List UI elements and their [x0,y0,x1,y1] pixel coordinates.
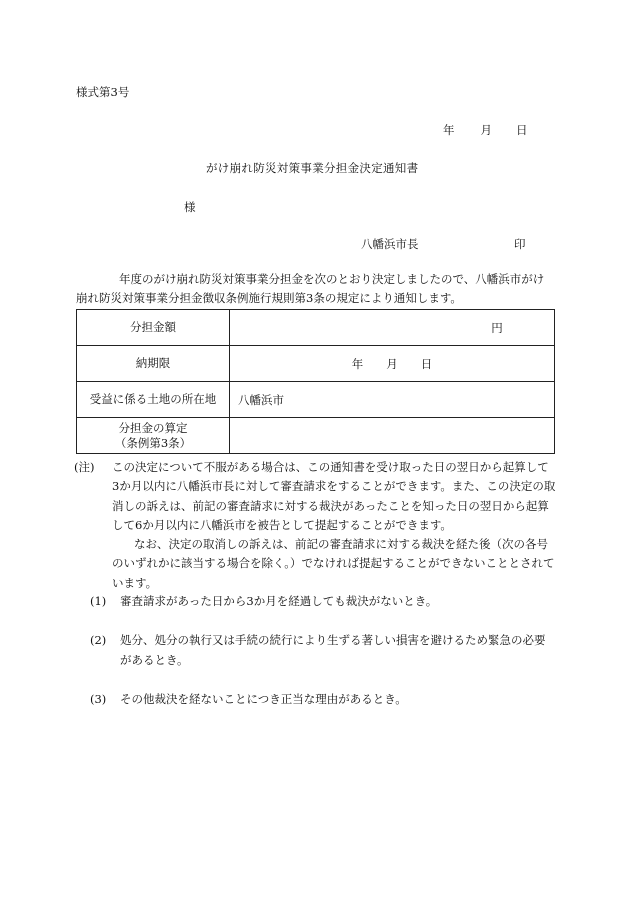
table-row [77,382,555,418]
list-item [90,690,556,709]
table-row [77,310,555,346]
list-item [90,631,556,670]
note-paragraph-1 [76,458,556,535]
row-label: 分担金額 [77,310,230,346]
issuer-name: 八幡浜市長 [361,237,419,251]
issue-date [443,122,528,138]
item-number: (3) [90,691,107,706]
note-mark: (注) [74,460,95,474]
row-label: 受益に係る土地の所在地 [77,382,230,418]
item-number: (1) [90,594,107,608]
note-text-2: なお、決定の取消しの訴えは、前記の審査請求に対する裁決を経た後（次の各号のいずれかに該当する場合を除く。）でなければ提起することができないこととされています。 [112,537,555,590]
row-label-sub: （条例第3条） [114,435,192,450]
table-row [77,418,555,454]
note-paragraph-2 [76,535,556,593]
notes-section [76,458,556,593]
list-item [90,592,556,611]
row-value: 年 月 日 [230,346,555,382]
row-label: 納期限 [77,346,230,382]
charge-table [76,309,555,454]
row-value [230,418,555,454]
recipient-suffix: 様 [184,200,196,214]
row-value: 円 [230,310,555,346]
table-row [77,346,555,382]
date-month: 月 [480,123,492,137]
item-text: その他裁決を経ないことにつき正当な理由があるとき。 [120,691,407,706]
seal-mark: 印 [514,237,526,251]
row-label [77,418,230,454]
item-text: 処分、処分の執行又は手続の続行により生ずる著しい損害を避けるため緊急の必要があるとき。 [120,633,546,667]
exception-list [90,592,556,709]
row-label-main: 分担金の算定 [118,420,188,435]
item-number: (2) [90,633,107,648]
item-text: 審査請求があった日から3か月を経過しても裁決がないとき。 [120,594,438,608]
date-year: 年 [443,123,455,137]
note-text-1: この決定について不服がある場合は、この通知書を受け取った日の翌日から起算して3か月以内に八幡浜市長に対して審査請求をすることができます。また、この決定の取消しの訴えは、前記の審査請求に対する裁決があったことを知った日の翌日から起算して6か月以内に八幡浜市を被告として提起することができます。 [112,460,556,532]
intro-paragraph: 年度のがけ崩れ防災対策事業分担金を次のとおり決定しましたので、八幡浜市がけ崩れ防災対策事業分担金徴収条例施行規則第3条の規定により通知します。 [76,272,545,305]
row-value: 八幡浜市 [230,382,555,418]
form-number: 様式第3号 [76,85,130,99]
document-title: がけ崩れ防災対策事業分担金決定通知書 [206,161,419,175]
date-day: 日 [516,123,528,137]
